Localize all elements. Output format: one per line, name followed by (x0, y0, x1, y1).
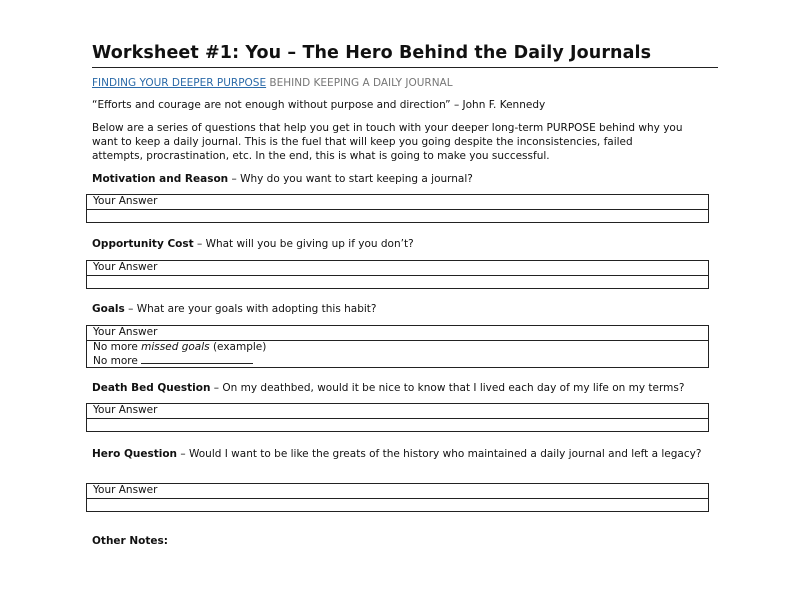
title-divider (92, 67, 718, 68)
answer-label: Your Answer (93, 261, 158, 273)
intro-line: Below are a series of questions that help you get in touch with your deeper long-term PURPOSE behind why you (92, 122, 683, 134)
goal-example-suffix: (example) (209, 340, 267, 353)
answer-box-goals[interactable] (86, 325, 709, 368)
question-label: Goals (92, 303, 125, 315)
question-label: Death Bed Question (92, 382, 211, 394)
subtitle-link[interactable]: FINDING YOUR DEEPER PURPOSE (92, 77, 267, 89)
goal-example-prefix: No more (93, 340, 142, 353)
question-death-bed (92, 382, 684, 394)
answer-box-hero[interactable] (86, 483, 709, 512)
answer-label: Your Answer (93, 195, 158, 207)
answer-label: Your Answer (93, 326, 158, 338)
page-title: Worksheet #1: You – The Hero Behind the Daily Journals (92, 43, 652, 63)
intro-line: attempts, procrastination, etc. In the end, this is what is going to make you successful. (92, 150, 550, 162)
goal-example-row[interactable] (87, 340, 708, 354)
subtitle (92, 77, 453, 89)
answer-line[interactable] (87, 275, 708, 289)
question-label: Opportunity Cost (92, 238, 194, 250)
quote: “Efforts and courage are not enough without purpose and direction” – John F. Kennedy (92, 99, 546, 111)
answer-label: Your Answer (93, 404, 158, 416)
question-label: Hero Question (92, 448, 178, 460)
question-goals (92, 303, 377, 315)
other-notes-heading: Other Notes: (92, 535, 168, 547)
question-text: – On my deathbed, would it be nice to know that I lived each day of my life on my terms? (210, 382, 685, 394)
question-hero (92, 447, 702, 461)
question-text: – Would I want to be like the greats of the history who maintained a daily journal and left a legacy? (177, 448, 702, 460)
question-label: Motivation and Reason (92, 173, 229, 185)
question-motivation (92, 173, 473, 185)
goal-blank-prefix: No more (93, 355, 142, 367)
answer-box-opportunity-cost[interactable] (86, 260, 709, 289)
answer-box-death-bed[interactable] (86, 403, 709, 432)
intro-paragraph (92, 121, 722, 163)
goal-example-italic: missed goals (141, 340, 210, 353)
question-text: – What are your goals with adopting this habit? (124, 303, 377, 315)
question-text: – What will you be giving up if you don’t? (193, 238, 414, 250)
blank-line[interactable] (141, 353, 253, 364)
answer-box-motivation[interactable] (86, 194, 709, 223)
intro-line: want to keep a daily journal. This is the fuel that will keep you going despite the inconsistencies, failed (92, 136, 633, 148)
question-opportunity-cost (92, 238, 414, 250)
answer-line[interactable] (87, 418, 708, 432)
question-text: – Why do you want to start keeping a journal? (228, 173, 473, 185)
goal-blank-row[interactable] (87, 353, 708, 367)
answer-line[interactable] (87, 209, 708, 223)
answer-label: Your Answer (93, 484, 158, 496)
subtitle-rest: BEHIND KEEPING A DAILY JOURNAL (266, 77, 453, 89)
answer-line[interactable] (87, 498, 708, 512)
